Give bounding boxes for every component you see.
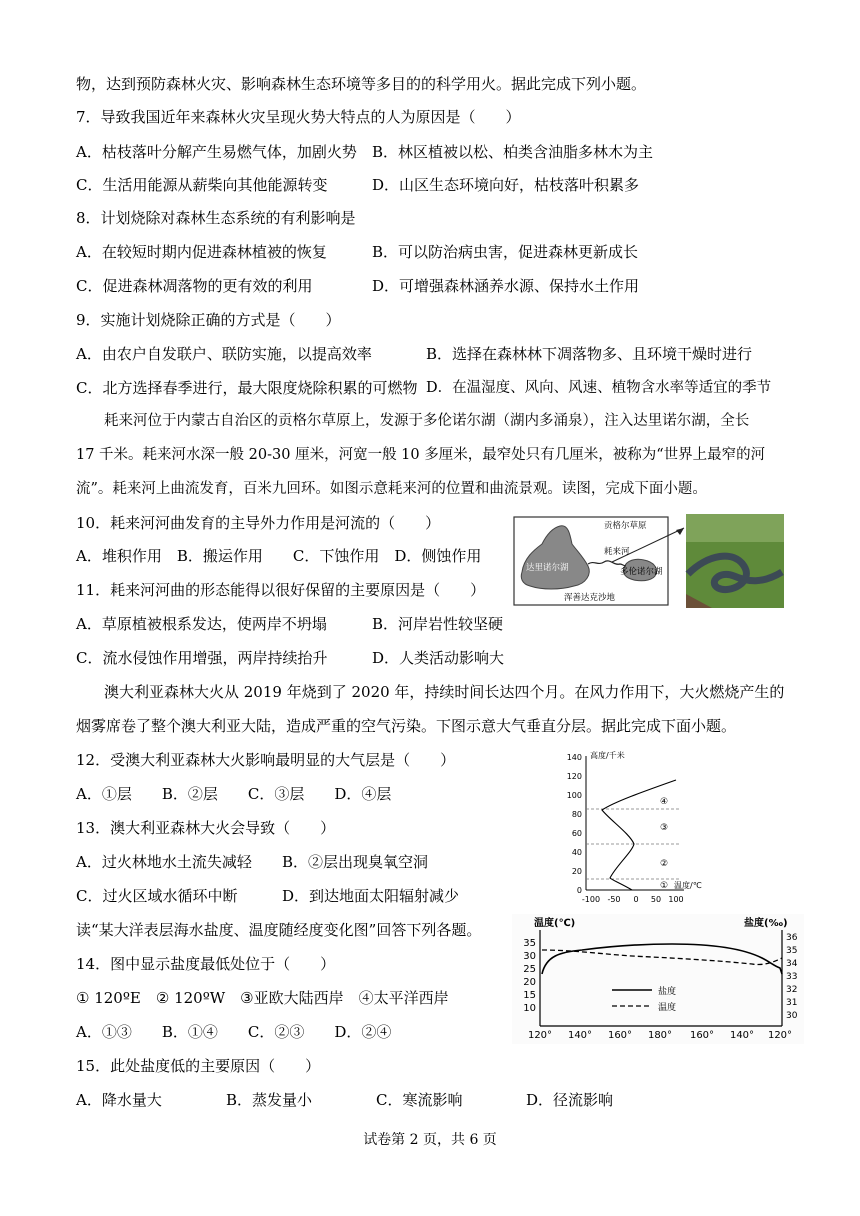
question-15-stem: 15．此处盐度低的主要原因（ ） — [76, 1057, 321, 1075]
meander-photo — [686, 514, 784, 608]
question-15-option-b: B．蒸发量小 — [226, 1091, 313, 1109]
question-15-option-c: C．寒流影响 — [376, 1091, 463, 1109]
question-13-option-c: C．过火区域水循环中断 — [76, 887, 238, 905]
layer-label-2: ② — [660, 859, 669, 869]
question-15-option-d: D．径流影响 — [526, 1091, 614, 1109]
right-tick-36: 36 — [786, 933, 798, 943]
question-8-option-c: C．促进森林凋落物的更有效的利用 — [76, 277, 313, 295]
question-11-stem: 11．耗来河河曲的形态能得以很好保留的主要原因是（ ） — [76, 581, 486, 599]
x-tick-180: 180° — [647, 1030, 673, 1041]
x-tick-100: 100 — [668, 895, 684, 904]
question-12-stem: 12．受澳大利亚森林大火影响最明显的大气层是（ ） — [76, 751, 456, 769]
question-11-option-d: D．人类活动影响大 — [372, 649, 505, 667]
passage-2-line-1: 耗来河位于内蒙古自治区的贡格尔草原上，发源于多伦诺尔湖（湖内多涌泉），注入达里诺尔湖，全长 — [104, 413, 750, 429]
y-ticks — [567, 753, 582, 895]
salinity-temperature-chart — [512, 914, 804, 1044]
atmosphere-layer-chart — [558, 746, 718, 908]
page-footer: 试卷第 2 页，共 6 页 — [363, 1132, 497, 1148]
right-tick-34: 34 — [786, 959, 798, 969]
question-13-stem: 13．澳大利亚森林大火会导致（ ） — [76, 819, 336, 837]
question-10-stem: 10．耗来河河曲发育的主导外力作用是河流的（ ） — [76, 514, 441, 532]
label-grassland: 贡格尔草原 — [604, 521, 647, 531]
right-tick-32: 32 — [786, 985, 798, 995]
question-7-option-d: D．山区生态环境向好，枯枝落叶积累多 — [372, 176, 640, 194]
question-11-option-b: B．河岸岩性较坚硬 — [372, 615, 504, 633]
question-10-options: A．堆积作用 B．搬运作用 C．下蚀作用 D．侧蚀作用 — [76, 547, 482, 565]
layer-label-3: ③ — [660, 823, 669, 833]
y-axis-label: 高度/千米 — [590, 751, 625, 760]
chart-background — [512, 914, 804, 1044]
y-tick-40: 40 — [571, 848, 582, 857]
left-tick-30: 30 — [523, 951, 536, 962]
left-tick-10: 10 — [523, 1003, 536, 1014]
question-8-option-b: B．可以防治病虫害，促进森林更新成长 — [372, 243, 639, 261]
question-11-option-a: A．草原植被根系发达，使两岸不坍塌 — [76, 615, 327, 633]
question-8-option-a: A．在较短时期内促进森林植被的恢复 — [76, 243, 327, 261]
left-tick-20: 20 — [523, 977, 536, 988]
right-tick-33: 33 — [786, 972, 798, 982]
x-tick-minus100: -100 — [581, 895, 601, 904]
question-7-option-c: C．生活用能源从薪柴向其他能源转变 — [76, 176, 328, 194]
x-tick-160w: 160° — [689, 1030, 715, 1041]
x-tick-50: 50 — [650, 895, 662, 904]
y-tick-60: 60 — [571, 829, 582, 838]
passage-2-line-3: 流”。耗来河上曲流发育，百米九回环。如图示意耗来河的位置和曲流景观。读图，完成下面小题。 — [76, 481, 707, 497]
right-axis-label: 盐度(‰) — [744, 918, 788, 929]
left-tick-15: 15 — [523, 990, 536, 1001]
left-axis-label: 温度(℃) — [534, 918, 576, 929]
question-14-items: ① 120ºE ② 120ºW ③亚欧大陆西岸 ④太平洋西岸 — [76, 989, 449, 1007]
question-7-stem: 7．导致我国近年来森林火灾呈现火势大特点的人为原因是（ ） — [76, 108, 521, 126]
y-tick-80: 80 — [571, 810, 582, 819]
passage-4: 读“某大洋表层海水盐度、温度随经度变化图”回答下列各题。 — [76, 921, 482, 939]
x-tick-120w: 120° — [767, 1030, 793, 1041]
passage-2-line-2: 17 千米。耗来河水深一般 20-30 厘米，河宽一般 10 多厘米，最窄处只有几厘米，被称为“世界上最窄的河 — [76, 447, 766, 463]
y-tick-20: 20 — [571, 867, 582, 876]
right-tick-35: 35 — [786, 946, 798, 956]
question-12-options: A．①层 B．②层 C．③层 D．④层 — [76, 785, 392, 803]
label-sandland: 浑善达克沙地 — [564, 593, 616, 603]
passage-3-line-1: 澳大利亚森林大火从 2019 年烧到了 2020 年，持续时间长达四个月。在风力作用下，大火燃烧产生的 — [104, 683, 785, 701]
legend-salinity-label: 盐度 — [658, 987, 677, 997]
question-9-option-d: D．在温湿度、风向、风速、植物含水率等适宜的季节 — [426, 380, 772, 396]
question-9-option-c: C．北方选择春季进行，最大限度烧除积累的可燃物 — [76, 379, 418, 397]
passage-3-line-2: 烟雾席卷了整个澳大利亚大陆，造成严重的空气污染。下图示意大气垂直分层。据此完成下面小题。 — [76, 717, 737, 735]
y-tick-140: 140 — [566, 753, 582, 762]
question-8-option-d: D．可增强森林涵养水源、保持水土作用 — [372, 277, 640, 295]
y-tick-120: 120 — [566, 772, 582, 781]
x-tick-140e: 140° — [567, 1030, 593, 1041]
left-tick-25: 25 — [523, 964, 536, 975]
question-7-option-b: B．林区植被以松、柏类含油脂多林木为主 — [372, 143, 654, 161]
photo-pointer-arrowhead — [676, 528, 684, 535]
right-tick-31: 31 — [786, 998, 798, 1008]
label-river: 耗来河 — [604, 547, 630, 557]
salinity-chart-svg — [512, 914, 804, 1044]
question-14-options: A．①③ B．①④ C．②③ D．②④ — [76, 1023, 392, 1041]
right-ticks — [786, 933, 798, 1021]
question-13-option-a: A．过火林地水土流失减轻 — [76, 853, 252, 871]
label-lake-east: 多伦诺尔湖 — [620, 567, 663, 577]
x-tick-140w: 140° — [729, 1030, 755, 1041]
photo-grass-far — [686, 514, 784, 542]
right-tick-30: 30 — [786, 1011, 798, 1021]
y-tick-0: 0 — [576, 886, 582, 895]
layer-label-1: ① — [660, 881, 669, 891]
atmosphere-chart-svg — [558, 746, 718, 908]
label-lake-west: 达里诺尔湖 — [526, 563, 569, 573]
haolai-river-map — [512, 514, 788, 610]
layer-label-4: ④ — [660, 797, 669, 807]
question-15-option-a: A．降水量大 — [76, 1091, 162, 1109]
passage-intro-tail: 物，达到预防森林火灾、影响森林生态环境等多目的的科学用火。据此完成下列小题。 — [76, 75, 647, 93]
x-ticks — [528, 1030, 792, 1041]
x-tick-160e: 160° — [607, 1030, 633, 1041]
question-13-option-b: B．②层出现臭氧空洞 — [282, 853, 429, 871]
question-7-option-a: A．枯枝落叶分解产生易燃气体，加剧火势 — [76, 143, 357, 161]
haolai-river-figure — [512, 514, 788, 610]
x-tick-minus50: -50 — [607, 895, 621, 904]
y-tick-100: 100 — [566, 791, 582, 800]
x-tick-120e: 120° — [527, 1030, 553, 1041]
question-9-option-a: A．由农户自发联户、联防实施，以提高效率 — [76, 345, 372, 363]
x-tick-0: 0 — [633, 895, 639, 904]
question-14-stem: 14．图中显示盐度最低处位于（ ） — [76, 955, 336, 973]
legend-temperature-label: 温度 — [658, 1003, 677, 1013]
question-9-option-b: B．选择在森林林下凋落物多、且环境干燥时进行 — [426, 345, 753, 363]
question-8-stem: 8．计划烧除对森林生态系统的有利影响是 — [76, 209, 356, 227]
x-ticks — [582, 895, 684, 904]
question-9-stem: 9．实施计划烧除正确的方式是（ ） — [76, 311, 341, 329]
x-axis-label: 温度/℃ — [674, 881, 702, 890]
question-11-option-c: C．流水侵蚀作用增强，两岸持续抬升 — [76, 649, 328, 667]
left-tick-35: 35 — [523, 938, 536, 949]
question-13-option-d: D．到达地面太阳辐射减少 — [282, 887, 460, 905]
